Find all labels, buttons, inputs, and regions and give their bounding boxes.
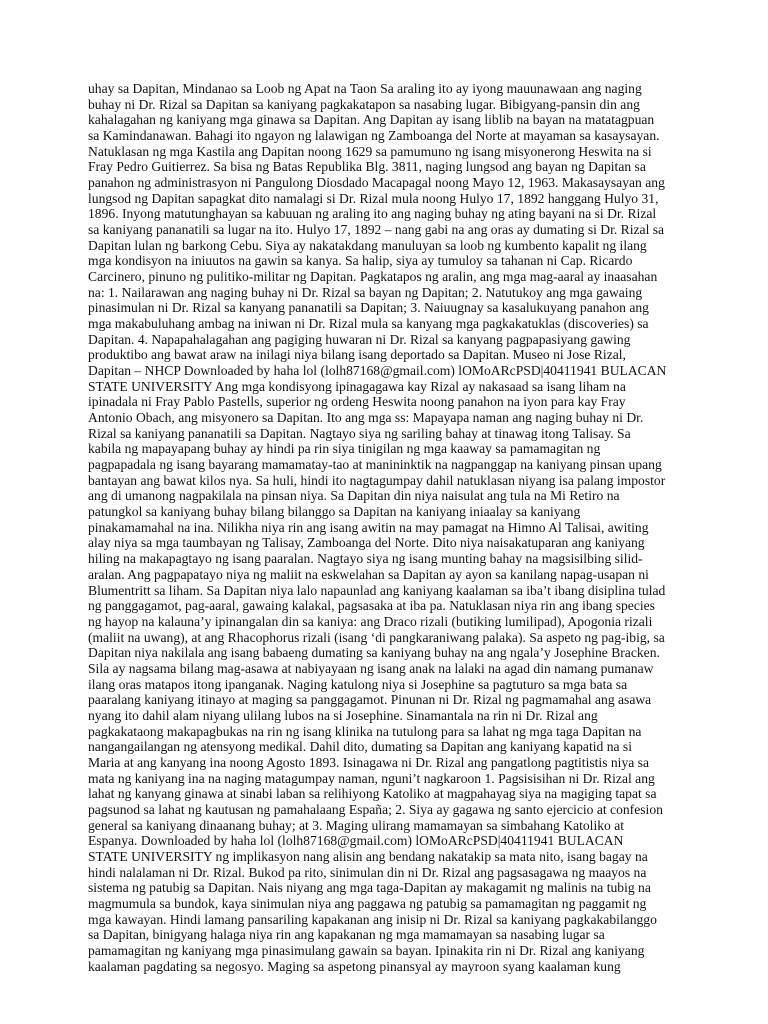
text-line-56: pamamagitan ng kaniyang mga pinasimulang gawain sa bayan. Ipinakita rin ni Dr. Rizal ang kaniyang [88,942,645,958]
text-line-39: ilang oras matapos itong ipanganak. Naging katulong niya si Josephine sa pagtuturo sa mga bata sa [88,676,628,692]
text-line-20: STATE UNIVERSITY Ang mga kondisyong ipinagagawa kay Rizal ay nakasaad sa isang liham na [88,378,626,394]
text-line-10: sa kaniyang pananatili sa lugar na ito. Hulyo 17, 1892 – nang gabi na ang oras ay dumating si Dr. Rizal sa [88,222,665,238]
text-line-50: STATE UNIVERSITY ng implikasyon nang alisin ang bendang nakatakip sa mata nito, isang bagay na [88,848,648,864]
text-line-4: sa Kamindanawan. Bahagi ito ngayon ng lalawigan ng Zamboanga del Norte at mayaman sa kasaysayan. [88,128,660,144]
text-line-43: nangangailangan ng atensyong medikal. Dahil dito, dumating sa Dapitan ang kaniyang kapatid na si [88,739,632,755]
text-line-48: general sa kaniyang dinaanang buhay; at 3. Maging ulirang mamamayan sa simbahang Katoliko at [88,817,625,833]
text-line-30: alay niya sa mga taumbayan ng Talisay, Zamboanga del Norte. Dito niya naisakatuparan ang kaniyang [88,535,645,551]
text-line-24: kabila ng mapayapang buhay ay hindi pa rin siya tinigilan ng mga kaaway sa pamamagitan ng [88,441,601,457]
text-line-2: buhay ni Dr. Rizal sa Dapitan sa kaniyang pagkakatapon sa nasabing lugar. Bibigyang-pansin din ang [88,96,640,112]
text-line-12: mga kondisyon na iniuutos na gawin sa kanya. Sa halip, siya ay tumuloy sa tahanan ni Cap. Ricardo [88,253,633,269]
text-line-14: na: 1. Nailarawan ang naging buhay ni Dr. Rizal sa bayan ng Dapitan; 2. Natutukoy ang mga gawaing [88,284,643,300]
text-line-35: ng hayop na kalauna’y ipinangalan din sa kaniya: ang Draco rizali (butiking lumilipad), Apogonia rizali [88,613,653,629]
text-line-51: hindi nalalaman ni Dr. Rizal. Bukod pa rito, sinimulan din ni Dr. Rizal ang pagsasagawa ng maayos na [88,864,647,880]
text-line-11: Dapitan lulan ng barkong Cebu. Siya ay nakatakdang manuluyan sa loob ng kumbento kapalit ng ilang [88,237,647,253]
text-line-41: nyang ito dahil alam niyang ulilang lubos na si Josephine. Sinamantala na rin ni Dr. Rizal ang [88,707,598,723]
text-line-5: Natuklasan ng mga Kastila ang Dapitan noong 1629 sa pamumuno ng isang misyonerong Heswita na si [88,143,652,159]
text-line-44: Maria at ang kanyang ina noong Agosto 1893. Isinagawa ni Dr. Rizal ang pangatlong pagtitistis niya sa [88,754,650,770]
text-line-33: Blumentritt sa liham. Sa Dapitan niya lalo napaunlad ang kaniyang kaalaman sa iba’t ibang disiplina tulad [88,582,666,598]
text-line-49: Espanya. Downloaded by haha lol (lolh87168@gmail.com) lOMoARcPSD|40411941 BULACAN [88,833,624,849]
text-line-23: Rizal sa kaniyang pananatili sa Dapitan. Nagtayo siya ng sariling bahay at tinawag itong Talisay. Sa [88,425,631,441]
text-line-18: produktibo ang bawat araw na inilagi niya bilang isang deportado sa Dapitan. Museo ni Jose Rizal, [88,347,626,363]
text-line-31: hiling na makapagtayo ng isang paaralan. Nagtayo siya ng isang munting bahay na magsisilbing silid- [88,551,643,567]
text-line-13: Carcinero, pinuno ng pulitiko-militar ng Dapitan. Pagkatapos ng aralin, ang mga mag-aaral ay inaasahan [88,269,658,285]
document-page [88,81,684,974]
text-line-17: Dapitan. 4. Napapahalagahan ang pagiging huwaran ni Dr. Rizal sa kanyang pagpapasiyang gawing [88,331,631,347]
text-line-15: pinasimulan ni Dr. Rizal sa kanyang pananatili sa Dapitan; 3. Naiuugnay sa kasalukuyang panahon ang [88,300,649,316]
text-line-7: panahon ng administrasyon ni Pangulong Diosdado Macapagal noong Mayo 12, 1963. Makasaysayan ang [88,175,665,191]
text-line-29: pinakamamahal na ina. Nilikha niya rin ang isang awitin na may pamagat na Himno Al Talisai, awiting [88,519,649,535]
text-line-45: mata ng kaniyang ina na naging matagumpay naman, nguni’t nagkaroon 1. Pagsisisihan ni Dr. Rizal ang [88,770,655,786]
text-line-21: ipinadala ni Fray Pablo Pastells, superior ng ordeng Heswita noong panahon na iyon para kay Fray [88,394,626,410]
text-line-55: sa Dapitan, binigyang halaga niya rin ang kapakanan ng mga mamamayan sa nasabing lugar sa [88,927,605,943]
text-line-42: pagkakataong makapagbukas na rin ng isang klinika na tutulong para sa lahat ng mga taga Dapitan na [88,723,642,739]
text-line-57: kaalaman pagdating sa negosyo. Maging sa aspetong pinansyal ay mayroon syang kaalaman kung [88,958,621,974]
text-line-32: aralan. Ang pagpapatayo niya ng maliit na eskwelahan sa Dapitan ay ayon sa kanilang napag-usapan ni [88,566,649,582]
text-line-16: mga makabuluhang ambag na iniwan ni Dr. Rizal mula sa kanyang mga pagkakatuklas (discoveries) sa [88,316,649,332]
text-line-38: Sila ay nagsama bilang mag-asawa at nabiyayaan ng isang anak na lalaki na agad din namang pumanaw [88,660,654,676]
text-line-28: patungkol sa kaniyang buhay bilang bilanggo sa Dapitan na kaniyang iniaalay sa kaniyang [88,504,581,520]
text-line-27: ang di umanong nagpakilala na pinsan niya. Sa Dapitan din niya naisulat ang tula na Mi Retiro na [88,488,620,504]
text-line-36: (maliit na uwang), at ang Rhacophorus rizali (isang ‘di pangkaraniwang palaka). Sa aspeto ng pag-ibig, sa [88,629,665,645]
text-line-9: 1896. Inyong matutunghayan sa kabuuan ng araling ito ang naging buhay ng ating bayani na si Dr. Rizal [88,206,657,222]
text-line-1: uhay sa Dapitan, Mindanao sa Loob ng Apat na Taon Sa araling ito ay iyong mauunawaan ang naging [88,81,642,96]
text-line-47: pagsunod sa lahat ng kautusan ng pamahalaang España; 2. Siya ay gagawa ng santo ejercicio at confesion [88,801,663,817]
text-line-26: bantayan ang bawat kilos nya. Sa huli, hindi ito nagtagumpay dahil natuklasan niyang isa palang impostor [88,472,666,488]
text-line-8: lungsod ng Dapitan sapagkat dito namalagi si Dr. Rizal mula noong Hulyo 17, 1892 hanggang Hulyo 31, [88,190,659,206]
text-line-40: paaralang kaniyang itinayo at maging sa panggagamot. Pinunan ni Dr. Rizal ng pagmamahal ang asawa [88,692,652,708]
text-line-25: pagpapadala ng isang bayarang mamamatay-tao at manininktik na nagpanggap na kaniyang pinsan upang [88,457,662,473]
text-line-54: mga kawayan. Hindi lamang pansariling kapakanan ang inisip ni Dr. Rizal sa kaniyang pagkakabilanggo [88,911,657,927]
text-line-37: Dapitan niya nakilala ang isang babaeng dumating sa kaniyang buhay na ang ngala’y Josephine Bracken. [88,645,660,661]
text-line-53: magmumula sa bundok, kaya sinimulan niya ang paggawa ng patubig sa pamamagitan ng paggamit ng [88,895,647,911]
text-line-3: kahalagahan ng kaniyang mga ginawa sa Dapitan. Ang Dapitan ay isang liblib na bayan na matatagpuan [88,112,655,128]
text-line-34: ng panggagamot, pag-aaral, gawaing kalakal, pagsasaka at iba pa. Natuklasan niya rin ang ibang species [88,598,655,614]
text-line-22: Antonio Obach, ang misyonero sa Dapitan. Ito ang mga ss: Mapayapa naman ang naging buhay ni Dr. [88,410,644,426]
text-line-52: sistema ng patubig sa Dapitan. Nais niyang ang mga taga-Dapitan ay makagamit ng malinis na tubig na [88,880,651,896]
text-line-6: Fray Pedro Guitierrez. Sa bisa ng Batas Republika Blg. 3811, naging lungsod ang bayan ng Dapitan sa [88,159,646,175]
text-line-46: lahat ng kanyang ginawa at sinabi laban sa relihiyong Katoliko at magpahayag siya na magiging tapat sa [88,786,657,802]
text-line-19: Dapitan – NHCP Downloaded by haha lol (lolh87168@gmail.com) lOMoARcPSD|40411941 BULACAN [88,363,667,379]
